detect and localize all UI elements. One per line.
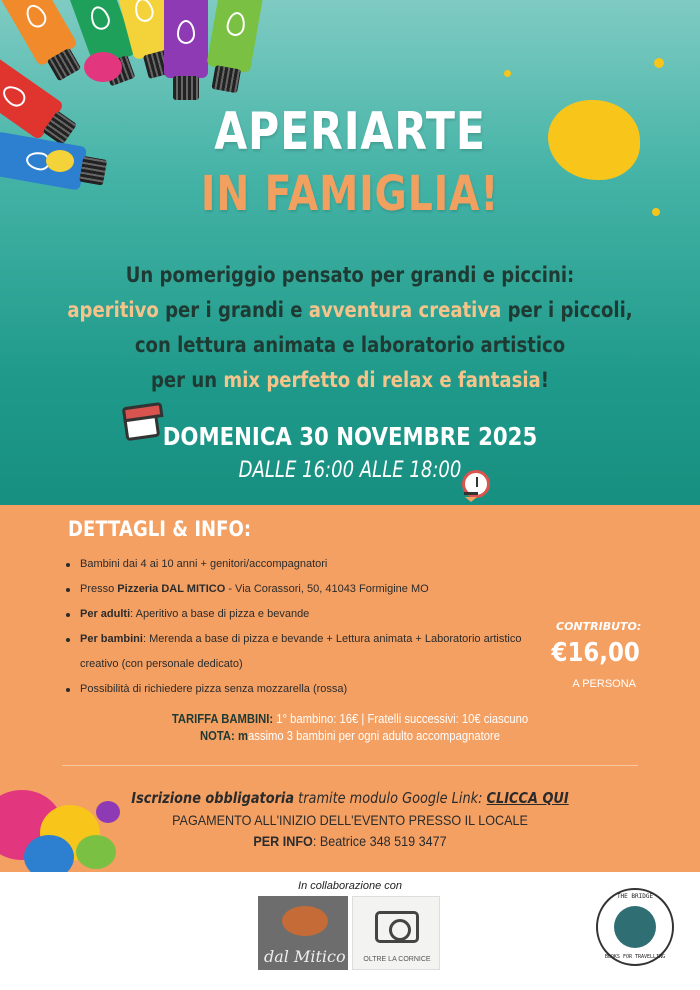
intro-line-4-end: ! <box>540 368 549 392</box>
title-line-2: IN FAMIGLIA! <box>200 166 500 222</box>
children-fare <box>35 712 665 726</box>
list-item-bold: Per bambini <box>80 633 143 645</box>
intro-line-2 <box>49 293 651 328</box>
dal-mitico-logo <box>258 896 348 970</box>
paint-drop-yellow-icon <box>654 58 664 68</box>
intro-line-2-mid: per i grandi e <box>158 298 309 322</box>
info-label: PER INFO <box>253 833 313 849</box>
list-item-text: : Merenda a base di pizza e bevande + Lettura animata + Laboratorio artistico <box>142 633 522 645</box>
the-bridge-logo-top: THE BRIDGE <box>616 893 654 900</box>
list-item <box>66 627 526 677</box>
children-fare-text: 1° bambino: 16€ | Fratelli successivi: 10€ ciascuno <box>273 712 529 726</box>
list-item-text: Presso <box>80 583 118 595</box>
contribution-price: €16,00 <box>551 638 640 668</box>
intro-highlight-aperitivo: aperitivo <box>67 298 159 322</box>
note-text: assimo 3 bambini per ogni adulto accompagnatore <box>247 729 500 743</box>
paint-tube-lime-icon <box>206 0 265 73</box>
list-item-text: Possibilità di richiedere pizza senza mozzarella (rossa) <box>80 683 348 695</box>
oltre-la-cornice-logo <box>352 896 440 970</box>
registration-link[interactable]: CLICCA QUI <box>486 789 569 807</box>
intro-highlight-mix: mix perfetto di relax e fantasia <box>223 368 541 392</box>
note-label: NOTA: <box>200 729 235 743</box>
payment-line: PAGAMENTO ALL'INIZIO DELL'EVENTO PRESSO IL LOCALE <box>172 812 528 828</box>
list-item-text: : Aperitivo a base di pizza e bevande <box>130 608 310 620</box>
note-bold-m: m <box>234 729 248 743</box>
intro-text <box>49 258 651 398</box>
list-item-text: creativo (con personale dedicato) <box>80 658 243 670</box>
info-line <box>35 833 665 849</box>
intro-line-2-end: per i piccoli, <box>501 298 633 322</box>
children-fare-label: TARIFFA BAMBINI: <box>171 712 274 726</box>
contribution-label: CONTRIBUTO: <box>556 620 642 633</box>
bridge-icon <box>614 906 656 948</box>
intro-line-4-start: per un <box>151 368 224 392</box>
list-item <box>66 677 526 702</box>
intro-highlight-avventura: avventura creativa <box>308 298 502 322</box>
event-time: DALLE 16:00 ALLE 18:00 <box>238 458 462 483</box>
intro-line-3: con lettura animata e laboratorio artistico <box>134 333 566 357</box>
paint-tube-orange-icon <box>0 0 78 67</box>
title-line-1: APERIARTE <box>214 102 486 162</box>
intro-line-1: Un pomeriggio pensato per grandi e piccini: <box>125 263 575 287</box>
paint-tube-purple-icon <box>164 0 208 78</box>
oltre-la-cornice-logo-name: OLTRE LA CORNICE <box>363 956 431 963</box>
hourglass-icon <box>464 492 478 505</box>
list-item-text: Bambini dai 4 ai 10 anni + genitori/accompagnatori <box>80 558 328 570</box>
list-item-bold: Pizzeria DAL MITICO <box>117 583 226 595</box>
list-item <box>66 577 526 602</box>
divider <box>62 765 638 766</box>
details-title: DETTAGLI & INFO: <box>68 517 252 541</box>
paint-splash-pink-icon <box>84 52 122 82</box>
registration-text: tramite modulo Google Link: <box>294 789 487 807</box>
pizza-icon <box>282 906 328 936</box>
registration-bold: Iscrizione obbligatoria <box>131 789 295 807</box>
the-bridge-logo-bottom: BOOKS FOR TRAVELLING <box>604 954 666 960</box>
dal-mitico-logo-name: dal Mitico <box>264 947 346 966</box>
paint-drop-yellow-icon <box>652 208 660 216</box>
note <box>35 729 665 743</box>
paint-drop-yellow-icon <box>504 70 511 77</box>
list-item <box>66 602 526 627</box>
list-item-text: - Via Corassori, 50, 41043 Formigine MO <box>225 583 429 595</box>
info-contact: : Beatrice 348 519 3477 <box>312 833 447 849</box>
list-item <box>66 552 526 577</box>
contribution-unit: A PERSONA <box>572 678 636 690</box>
camera-icon <box>375 911 419 943</box>
registration-line <box>49 789 651 807</box>
event-date: DOMENICA 30 NOVEMBRE 2025 <box>162 422 538 451</box>
intro-line-4 <box>49 363 651 398</box>
collaboration-label: In collaborazione con <box>298 880 402 892</box>
the-bridge-logo <box>596 888 674 966</box>
details-list <box>66 552 526 702</box>
list-item-bold: Per adulti <box>80 608 131 620</box>
